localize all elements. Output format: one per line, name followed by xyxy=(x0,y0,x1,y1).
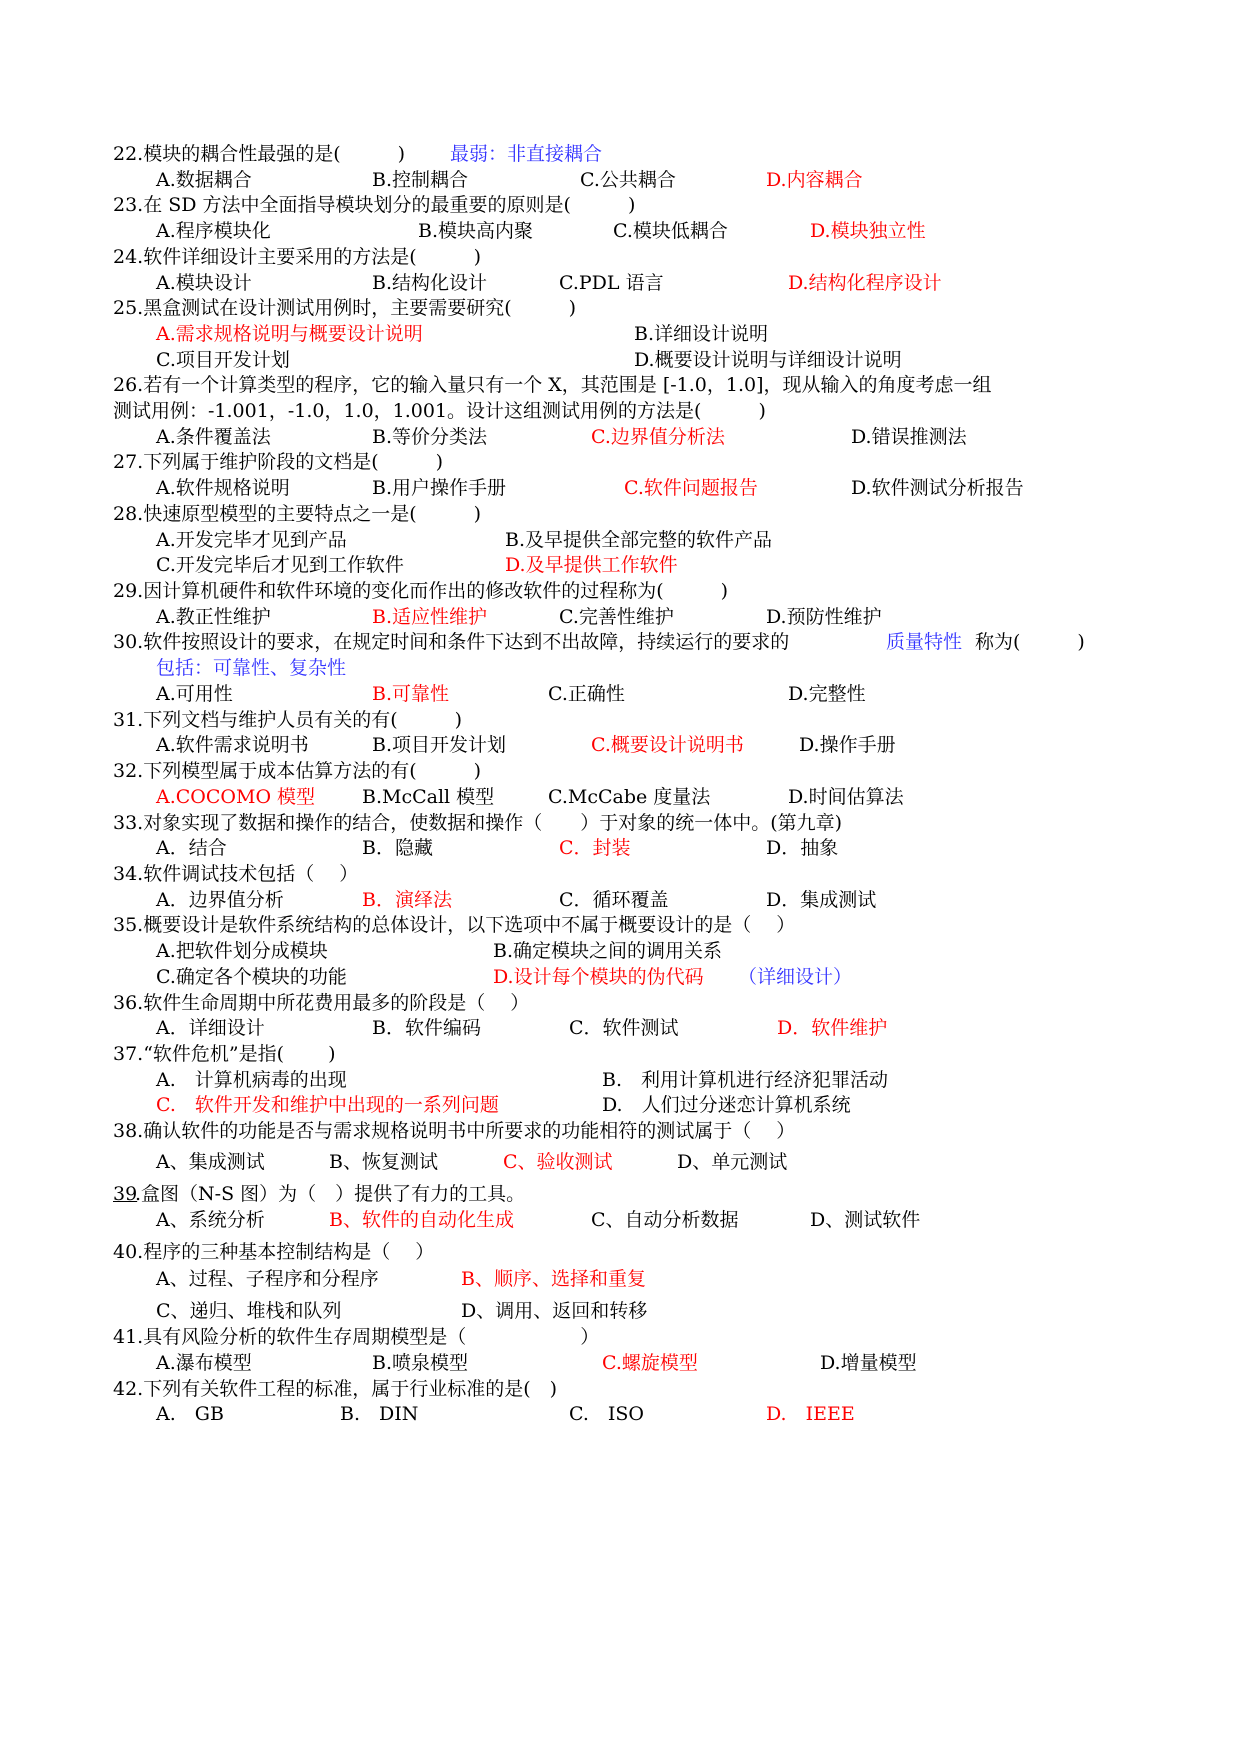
line-text: A.程序模块化 xyxy=(156,220,271,242)
line-text: 36.软件生命周期中所花费用最多的阶段是（ ） xyxy=(113,992,530,1014)
answer-text: D. IEEE xyxy=(766,1403,855,1425)
line-text: A.软件需求说明书 xyxy=(156,734,309,756)
option-text: B．软件编码 xyxy=(372,1017,481,1039)
option-text: B.项目开发计划 xyxy=(372,734,507,756)
line-text: 33.对象实现了数据和操作的结合，使数据和操作（ ）于对象的统一体中。(第九章) xyxy=(113,812,843,834)
text-line xyxy=(0,1375,1241,1403)
answer-text: C.概要设计说明书 xyxy=(591,734,744,756)
option-text: C、自动分析数据 xyxy=(591,1209,739,1231)
line-text: C. 软件开发和维护中出现的一系列问题 xyxy=(156,1094,499,1116)
text-line xyxy=(0,371,1241,399)
line-text: 27.下列属于维护阶段的文档是( ) xyxy=(113,451,444,473)
line-text: C、递归、堆栈和队列 xyxy=(156,1300,342,1322)
answer-text: C、验收测试 xyxy=(503,1151,613,1173)
text-line xyxy=(0,1265,1241,1293)
answer-text: D.及早提供工作软件 xyxy=(505,554,678,576)
answer-text: C．封装 xyxy=(559,837,631,859)
text-line xyxy=(0,397,1241,425)
line-text: A.条件覆盖法 xyxy=(156,426,271,448)
option-text: B.等价分类法 xyxy=(372,426,488,448)
option-text: B.喷泉模型 xyxy=(372,1352,469,1374)
text-line xyxy=(0,217,1241,245)
answer-text: B、软件的自动化生成 xyxy=(329,1209,514,1231)
text-line xyxy=(0,860,1241,888)
line-text: A、过程、子程序和分程序 xyxy=(156,1268,379,1290)
line-text: 30.软件按照设计的要求，在规定时间和条件下达到不出故障，持续运行的要求的 xyxy=(113,631,790,653)
line-text: A.瀑布模型 xyxy=(156,1352,252,1374)
text-line xyxy=(0,346,1241,374)
option-text: D．抽象 xyxy=(766,837,839,859)
line-text: A．边界值分析 xyxy=(156,889,284,911)
option-text: D.时间估算法 xyxy=(788,786,904,808)
text-line xyxy=(0,731,1241,759)
text-line xyxy=(0,320,1241,348)
option-text: C．循环覆盖 xyxy=(559,889,669,911)
text-line xyxy=(0,654,1241,682)
option-text: D.增量模型 xyxy=(820,1352,917,1374)
option-text: B.McCall 模型 xyxy=(362,786,495,808)
text-line xyxy=(0,628,1241,656)
line-text: A、集成测试 xyxy=(156,1151,265,1173)
text-line xyxy=(0,1349,1241,1377)
text-line xyxy=(0,834,1241,862)
option-text: B、恢复测试 xyxy=(329,1151,438,1173)
line-text: A．结合 xyxy=(156,837,227,859)
text-line xyxy=(0,1238,1241,1266)
line-text: 40.程序的三种基本控制结构是（ ） xyxy=(113,1241,435,1263)
option-text: 称为( ) xyxy=(975,631,1085,653)
line-text: 28.快速原型模型的主要特点之一是( ) xyxy=(113,503,482,525)
line-text: 23.在 SD 方法中全面指导模块划分的最重要的原则是( ) xyxy=(113,194,636,216)
line-text: 包括：可靠性、复杂性 xyxy=(156,657,347,679)
answer-text: D.内容耦合 xyxy=(766,169,863,191)
text-line xyxy=(0,500,1241,528)
answer-text: B．演绎法 xyxy=(362,889,452,911)
text-line xyxy=(0,474,1241,502)
line-text: 26.若有一个计算类型的程序，它的输入量只有一个 X，其范围是 [-1.0，1.0]，现从输入的角度考虑一组 xyxy=(113,374,992,396)
option-text: B.控制耦合 xyxy=(372,169,469,191)
option-text: B.用户操作手册 xyxy=(372,477,507,499)
line-text: 25.黑盒测试在设计测试用例时，主要需要研究( ) xyxy=(113,297,577,319)
line-text: A.数据耦合 xyxy=(156,169,252,191)
line-text: 42.下列有关软件工程的标准，属于行业标准的是( ) xyxy=(113,1378,558,1400)
line-text: A.教正性维护 xyxy=(156,606,271,628)
line-text: 24.软件详细设计主要采用的方法是( ) xyxy=(113,246,482,268)
text-line xyxy=(0,1066,1241,1094)
option-text: B.模块高内聚 xyxy=(418,220,534,242)
answer-text: B.可靠性 xyxy=(372,683,450,705)
option-text: D．集成测试 xyxy=(766,889,877,911)
answer-text: D.结构化程序设计 xyxy=(788,272,942,294)
text-line xyxy=(0,448,1241,476)
line-text: A.COCOMO 模型 xyxy=(156,786,316,808)
text-line xyxy=(0,1323,1241,1351)
text-line xyxy=(0,783,1241,811)
option-text: .盒图（N-S 图）为（ ）提供了有力的工具。 xyxy=(135,1183,526,1205)
note-text: （详细设计） xyxy=(738,966,853,988)
line-text: A、系统分析 xyxy=(156,1209,265,1231)
option-text: C.McCabe 度量法 xyxy=(548,786,711,808)
text-line xyxy=(0,1297,1241,1325)
line-text: 35.概要设计是软件系统结构的总体设计，以下选项中不属于概要设计的是（ ） xyxy=(113,914,796,936)
option-text: B.结构化设计 xyxy=(372,272,488,294)
answer-text: B.适应性维护 xyxy=(372,606,488,628)
line-text: A. 计算机病毒的出现 xyxy=(156,1069,347,1091)
answer-text: D.设计每个模块的伪代码 xyxy=(493,966,704,988)
line-text: 38.确认软件的功能是否与需求规格说明书中所要求的功能相符的测试属于（ ） xyxy=(113,1120,796,1142)
text-line xyxy=(0,989,1241,1017)
text-line xyxy=(0,1148,1241,1176)
option-text: C.模块低耦合 xyxy=(613,220,728,242)
text-line xyxy=(0,166,1241,194)
line-text: 测试用例：-1.001，-1.0，1.0，1.001。设计这组测试用例的方法是( ) xyxy=(113,400,766,422)
line-text: A．详细设计 xyxy=(156,1017,265,1039)
text-line xyxy=(0,1206,1241,1234)
answer-text: B、顺序、选择和重复 xyxy=(461,1268,646,1290)
line-text: A.可用性 xyxy=(156,683,233,705)
answer-text: D.模块独立性 xyxy=(810,220,926,242)
option-text: D.错误推测法 xyxy=(851,426,967,448)
text-line xyxy=(0,577,1241,605)
line-text: 22.模块的耦合性最强的是( ) xyxy=(113,143,406,165)
option-text: D.预防性维护 xyxy=(766,606,882,628)
text-line xyxy=(0,1014,1241,1042)
option-text: C.正确性 xyxy=(548,683,625,705)
option-text: B. DIN xyxy=(340,1403,419,1425)
text-line xyxy=(0,1117,1241,1145)
line-text: A. GB xyxy=(156,1403,224,1425)
answer-text: D．软件维护 xyxy=(777,1017,888,1039)
line-text: 31.下列文档与维护人员有关的有( ) xyxy=(113,709,463,731)
option-text: D.软件测试分析报告 xyxy=(851,477,1024,499)
option-text: B．隐藏 xyxy=(362,837,433,859)
line-text: 32.下列模型属于成本估算方法的有( ) xyxy=(113,760,482,782)
text-line xyxy=(0,963,1241,991)
line-text: 39 xyxy=(113,1183,138,1205)
text-line xyxy=(0,1091,1241,1119)
answer-text: C.边界值分析法 xyxy=(591,426,725,448)
text-line xyxy=(0,294,1241,322)
line-text: A.需求规格说明与概要设计说明 xyxy=(156,323,423,345)
note-text: 质量特性 xyxy=(886,631,963,653)
text-line xyxy=(0,809,1241,837)
text-line xyxy=(0,191,1241,219)
note-text: 最弱：非直接耦合 xyxy=(450,143,603,165)
line-text: C.项目开发计划 xyxy=(156,349,290,371)
line-text: 37.“软件危机”是指( ) xyxy=(113,1043,336,1065)
text-line xyxy=(0,551,1241,579)
text-line xyxy=(0,1400,1241,1428)
text-line xyxy=(0,757,1241,785)
option-text: D、测试软件 xyxy=(810,1209,921,1231)
option-text: C.完善性维护 xyxy=(559,606,674,628)
line-text: A.模块设计 xyxy=(156,272,252,294)
option-text: C.公共耦合 xyxy=(580,169,676,191)
text-line xyxy=(0,706,1241,734)
option-text: B.详细设计说明 xyxy=(634,323,769,345)
line-text: C.开发完毕后才见到工作软件 xyxy=(156,554,404,576)
option-text: B. 利用计算机进行经济犯罪活动 xyxy=(602,1069,889,1091)
line-text: 41.具有风险分析的软件生存周期模型是（ ） xyxy=(113,1326,600,1348)
option-text: D.操作手册 xyxy=(799,734,896,756)
text-line xyxy=(0,269,1241,297)
option-text: B.确定模块之间的调用关系 xyxy=(493,940,723,962)
text-line xyxy=(0,140,1241,168)
text-line xyxy=(0,886,1241,914)
line-text: A.开发完毕才见到产品 xyxy=(156,529,347,551)
option-text: D. 人们过分迷恋计算机系统 xyxy=(602,1094,851,1116)
answer-text: C.软件问题报告 xyxy=(624,477,758,499)
text-line xyxy=(0,526,1241,554)
text-line xyxy=(0,1040,1241,1068)
option-text: C.PDL 语言 xyxy=(559,272,664,294)
text-line xyxy=(0,243,1241,271)
option-text: B.及早提供全部完整的软件产品 xyxy=(505,529,773,551)
line-text: A.把软件划分成模块 xyxy=(156,940,328,962)
answer-text: C.螺旋模型 xyxy=(602,1352,698,1374)
line-text: C.确定各个模块的功能 xyxy=(156,966,347,988)
text-line xyxy=(0,1180,1241,1208)
option-text: D、单元测试 xyxy=(677,1151,788,1173)
text-line xyxy=(0,423,1241,451)
option-text: D.概要设计说明与详细设计说明 xyxy=(634,349,902,371)
text-line xyxy=(0,937,1241,965)
text-line xyxy=(0,680,1241,708)
line-text: 34.软件调试技术包括（ ） xyxy=(113,863,359,885)
text-line xyxy=(0,603,1241,631)
option-text: D、调用、返回和转移 xyxy=(461,1300,648,1322)
option-text: C. ISO xyxy=(569,1403,644,1425)
option-text: C．软件测试 xyxy=(569,1017,679,1039)
line-text: 29.因计算机硬件和软件环境的变化而作出的修改软件的过程称为( ) xyxy=(113,580,729,602)
text-line xyxy=(0,911,1241,939)
line-text: A.软件规格说明 xyxy=(156,477,290,499)
option-text: D.完整性 xyxy=(788,683,866,705)
